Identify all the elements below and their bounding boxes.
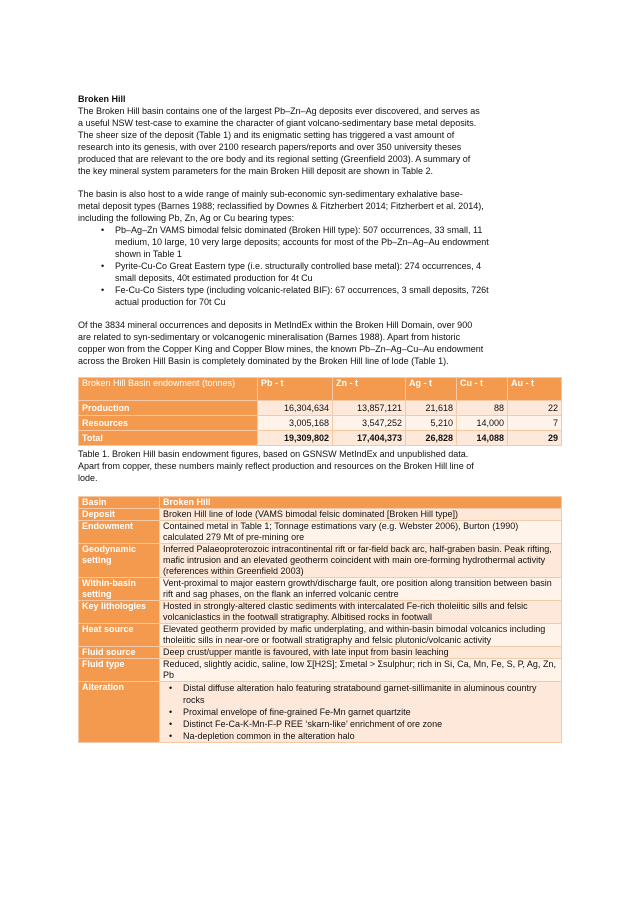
table-cell: Deep crust/upper mantle is favoured, with late input from basin leaching [160,647,562,659]
table-row [79,578,562,601]
deposit-types-paragraph [78,188,562,224]
table-header-cell: Ag - t [406,378,457,401]
table-row [79,682,562,743]
table-cell: 16,304,634 [258,401,333,416]
alteration-list [163,682,558,742]
row-label: Production [79,401,258,416]
text-line: lode. [78,473,98,483]
table-cell: Vent-proximal to major eastern growth/discharge fault, ore position along transition between basin rift and sag phases, on the flank an inferred volcanic centre [160,578,562,601]
table-header-cell: Broken Hill [160,497,562,509]
document-page [78,93,562,743]
row-label: Deposit [79,509,160,521]
list-item: • Fe-Cu-Co Sisters type (including volcanic-related BIF): 67 occurrences, 3 small deposits, 726t actual production for 70t Cu [101,285,489,307]
table-row [79,659,562,682]
text-line: produced that are relevant to the ore body and its regional setting (Greenfield 2003). A summary of [78,154,471,164]
text-line: a useful NSW test-case to examine the character of giant volcano-sedimentary base metal deposits. [78,118,477,128]
table-cell: 14,000 [457,416,508,431]
table-row [79,601,562,624]
row-label: Total [79,431,258,446]
row-label: Heat source [79,624,160,647]
table-cell: 3,005,168 [258,416,333,431]
table-caption [78,448,562,484]
text-line: the key mineral system parameters for the main Broken Hill deposit are shown in Table 2. [78,166,433,176]
table-header-row [79,378,562,401]
table-header-cell: Pb - t [258,378,333,401]
text-line: Apart from copper, these numbers mainly reflect production and resources on the Broken Hill line of [78,461,474,471]
bullet-icon: • [101,225,105,235]
bullet-icon: • [101,285,105,295]
text-line: metal deposit types (Barnes 1988; reclassified by Downes & Fitzherbert 2014; Fitzherbert et al. 2014), [78,201,484,211]
table-cell: 13,857,121 [333,401,406,416]
table-row [79,544,562,578]
intro-paragraph [78,105,562,177]
section-heading: Broken Hill [78,94,126,104]
table-cell: Broken Hill line of lode (VAMS bimodal felsic dominated [Broken Hill type]) [160,509,562,521]
table-cell: 5,210 [406,416,457,431]
table-row [79,401,562,416]
text-line: are related to syn-sedimentary or volcanogenic mineralisation (Barnes 1988). Apart from historic [78,332,461,342]
table-cell: 26,828 [406,431,457,446]
row-label: Alteration [79,682,160,743]
table-row [79,431,562,446]
text-line: The Broken Hill basin contains one of the largest Pb–Zn–Ag deposits ever discovered, and serves as [78,106,480,116]
table-header-row [79,497,562,509]
table-cell: 19,309,802 [258,431,333,446]
table-header-cell: Basin [79,497,160,509]
list-item: • Distinct Fe-Ca-K-Mn-F-P REE ‘skarn-like’ enrichment of ore zone [169,719,443,729]
table-cell: 14,088 [457,431,508,446]
table-cell: 88 [457,401,508,416]
bullet-icon: • [169,731,173,741]
text-line: across the Broken Hill Basin is completely dominated by the Broken Hill line of lode (Table 1). [78,356,449,366]
row-label: Key lithologies [79,601,160,624]
text-line: Table 1. Broken Hill basin endowment figures, based on GSNSW MetIndEx and unpublished data. [78,449,469,459]
bullet-icon: • [101,261,105,271]
table-header-cell: Zn - t [333,378,406,401]
table-cell: Elevated geotherm provided by mafic underplating, and within-basin bimodal volcanics including tholeiitic sills in near-ore or footwall stratigraphy and felsic plutonic/volcanic activity [160,624,562,647]
list-item: • Pb–Ag–Zn VAMS bimodal felsic dominated (Broken Hill type): 507 occurrences, 33 small, 11 medium, 10 large, 10 very large deposits; accounts for most of the Pb–Zn–Ag–Au endowment shown in Table 1 [101,225,489,259]
list-item: • Distal diffuse alteration halo featuring stratabound garnet-sillimanite in aluminous country rocks [169,683,537,705]
text-line: Of the 3834 mineral occurrences and deposits in MetIndEx within the Broken Hill Domain, over 900 [78,320,473,330]
table-row [79,624,562,647]
row-label: Fluid type [79,659,160,682]
table-header-cell: Broken Hill Basin endowment (tonnes) [79,378,258,401]
row-label: Endowment [79,521,160,544]
table-cell: 29 [508,431,562,446]
table-cell: 3,547,252 [333,416,406,431]
list-item: • Na-depletion common in the alteration halo [169,731,355,741]
text-line: copper won from the Copper King and Copper Blow mines, the known Pb–Zn–Ag–Cu–Au endowment [78,344,484,354]
endowment-table [78,377,562,446]
bullet-icon: • [169,707,173,717]
bullet-icon: • [169,683,173,693]
table-cell: Hosted in strongly-altered clastic sediments with intercalated Fe-rich tholeiitic sills and felsic volcaniclastics in the footwall stratigraphy. Albitised rocks in footwall [160,601,562,624]
table-row [79,509,562,521]
table-cell: 21,618 [406,401,457,416]
row-label: Fluid source [79,647,160,659]
text-line: The sheer size of the deposit (Table 1) and its enigmatic setting has triggered a vast amount of [78,130,455,140]
list-item: • Pyrite-Cu-Co Great Eastern type (i.e. structurally controlled base metal): 274 occurrences, 4 small deposits, 40t estimated production for 4t Cu [101,261,482,283]
text-line: research into its genesis, with over 2100 research papers/reports and over 350 university theses [78,142,462,152]
deposit-type-list [78,224,562,308]
text-line: The basin is also host to a wide range of mainly sub-economic syn-sedimentary exhalative base- [78,189,463,199]
table-cell: 7 [508,416,562,431]
table-cell [160,682,562,743]
mineral-system-table [78,496,562,743]
table-row [79,647,562,659]
table-header-cell: Au - t [508,378,562,401]
table-row [79,416,562,431]
bullet-icon: • [169,719,173,729]
table-row [79,521,562,544]
table-cell: Inferred Palaeoproterozoic intracontinental rift or far-field back arc, half-graben basin. Peak rifting, mafic intrusion and an elevated geotherm coincident with main ore-forming hydrothermal activity (references within Greenfield 2003) [160,544,562,578]
table-header-cell: Cu - t [457,378,508,401]
row-label: Geodynamic setting [79,544,160,578]
text-line: including the following Pb, Zn, Ag or Cu bearing types: [78,213,295,223]
table-cell: 17,404,373 [333,431,406,446]
table-cell: Contained metal in Table 1; Tonnage estimations vary (e.g. Webster 2006), Burton (1990) calculated 279 Mt of pre-mining ore [160,521,562,544]
table-cell: Reduced, slightly acidic, saline, low Σ[H2S]; Σmetal > Σsulphur; rich in Si, Ca, Mn, Fe, S, P, Ag, Zn, Pb [160,659,562,682]
occurrences-paragraph [78,319,562,367]
list-item: • Proximal envelope of fine-grained Fe-Mn garnet quartzite [169,707,411,717]
row-label: Within-basin setting [79,578,160,601]
row-label: Resources [79,416,258,431]
table-cell: 22 [508,401,562,416]
